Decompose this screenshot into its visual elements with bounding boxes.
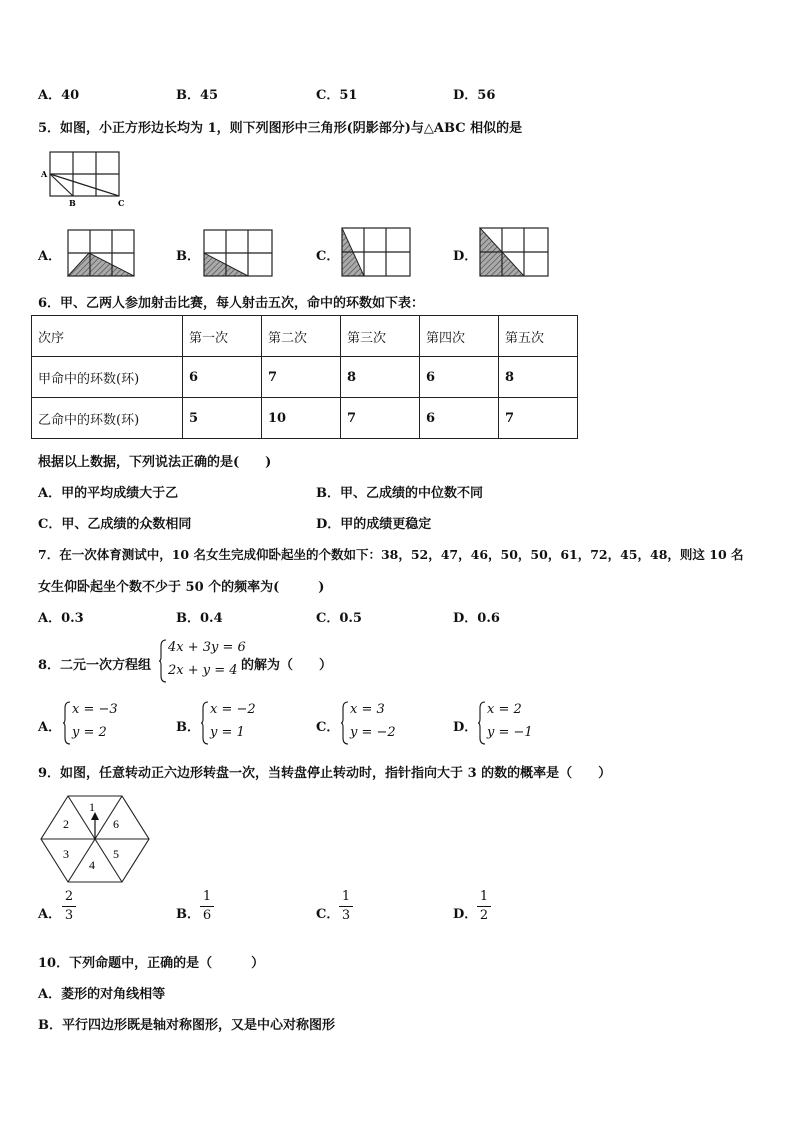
table-header-cell: 第一次 <box>183 316 262 357</box>
q4-option-d: D．56 <box>453 88 496 103</box>
table-cell: 10 <box>262 398 341 439</box>
sector-label: 1 <box>89 800 95 814</box>
q4-option-a: A．40 <box>38 88 80 103</box>
option-c-line1: x = 3 <box>350 702 385 717</box>
q10-option-b: B．平行四边形既是轴对称图形，又是中心对称图形 <box>38 1018 335 1033</box>
q9-stem: 9．如图，任意转动正六边形转盘一次，当转盘停止转动时，指针指向大于 3 的数的概率是（ ） <box>38 766 612 781</box>
brace-icon <box>62 700 72 746</box>
q5-option-c-figure <box>340 226 412 278</box>
option-c-line2: y = −2 <box>350 725 396 740</box>
table-cell: 8 <box>499 357 578 398</box>
table-cell: 甲命中的环数(环) <box>32 357 183 398</box>
table-row <box>32 357 578 398</box>
q4-option-c: C．51 <box>316 88 358 103</box>
q9-option-b-label: B． <box>176 907 200 922</box>
q7-option-d: D．0.6 <box>453 611 500 626</box>
q8-option-a-system <box>62 700 132 746</box>
option-a-line1: x = −3 <box>72 702 118 717</box>
table-cell: 7 <box>262 357 341 398</box>
equation-1: 4x + 3y = 6 <box>168 640 246 655</box>
sector-label: 2 <box>63 817 69 831</box>
q7-stem-line2: 女生仰卧起坐个数不少于 50 个的频率为( ) <box>38 580 325 595</box>
table-header-cell: 第三次 <box>341 316 420 357</box>
q9-option-c-fraction <box>339 890 353 923</box>
q9-option-a-label: A． <box>38 907 62 922</box>
q6-stem: 6．甲、乙两人参加射击比赛，每人射击五次，命中的环数如下表： <box>38 296 425 311</box>
numerator: 1 <box>202 889 212 904</box>
table-header-row <box>32 316 578 357</box>
q9-option-d-label: D． <box>453 907 478 922</box>
q8-option-a-label: A． <box>38 720 62 735</box>
brace-icon <box>200 700 210 746</box>
q6-question: 根据以上数据，下列说法正确的是( ) <box>38 455 272 470</box>
q9-option-b-fraction <box>200 890 214 923</box>
q7-option-b: B．0.4 <box>176 611 223 626</box>
q7-stem-line1: 7．在一次体育测试中，10 名女生完成仰卧起坐的个数如下：38，52，47，46，50，50，61，72，45，48，则这 10 名 <box>38 547 744 562</box>
q5-option-a-figure <box>66 228 136 278</box>
table-cell: 6 <box>420 398 499 439</box>
numerator: 1 <box>479 889 489 904</box>
q9-hexagon-spinner <box>38 792 152 886</box>
q9-option-c-label: C． <box>316 907 340 922</box>
brace-icon <box>477 700 487 746</box>
sector-label: 6 <box>113 817 119 831</box>
q8-option-c-system <box>340 700 410 746</box>
q5-option-b-label: B． <box>176 249 200 264</box>
table-cell: 7 <box>499 398 578 439</box>
label-c: C <box>118 198 125 208</box>
q8-stem-suffix: 的解为（ ） <box>241 658 333 673</box>
q6-option-c: C．甲、乙成绩的众数相同 <box>38 517 192 532</box>
q6-option-a: A．甲的平均成绩大于乙 <box>38 486 179 501</box>
q5-abc-figure <box>40 150 130 210</box>
q5-stem: 5．如图，小正方形边长均为 1，则下列图形中三角形(阴影部分)与△ABC 相似的是 <box>38 121 523 136</box>
option-b-line2: y = 1 <box>210 725 245 740</box>
option-a-line2: y = 2 <box>72 725 107 740</box>
table-header-cell: 次序 <box>32 316 183 357</box>
sector-label: 3 <box>63 847 69 861</box>
q7-option-c: C．0.5 <box>316 611 362 626</box>
table-cell: 6 <box>420 357 499 398</box>
brace-icon <box>158 638 168 684</box>
q10-option-a: A．菱形的对角线相等 <box>38 987 166 1002</box>
numerator: 1 <box>341 889 351 904</box>
denominator: 3 <box>341 908 351 923</box>
table-cell: 乙命中的环数(环) <box>32 398 183 439</box>
table-row <box>32 398 578 439</box>
numerator: 2 <box>64 889 74 904</box>
sector-label: 4 <box>89 858 95 872</box>
label-a: A <box>41 169 48 179</box>
option-d-line1: x = 2 <box>487 702 522 717</box>
equation-2: 2x + y = 4 <box>168 663 238 678</box>
q6-score-table <box>31 315 578 439</box>
denominator: 6 <box>202 908 212 923</box>
q5-option-d-label: D． <box>453 249 478 264</box>
table-header-cell: 第五次 <box>499 316 578 357</box>
q5-option-c-label: C． <box>316 249 340 264</box>
q8-stem-prefix: 8．二元一次方程组 <box>38 658 152 673</box>
option-b-line1: x = −2 <box>210 702 256 717</box>
q8-option-d-system <box>477 700 547 746</box>
table-cell: 8 <box>341 357 420 398</box>
q10-stem: 10．下列命题中，正确的是（ ） <box>38 956 265 971</box>
denominator: 3 <box>64 908 74 923</box>
brace-icon <box>340 700 350 746</box>
q4-option-b: B．45 <box>176 88 219 103</box>
table-cell: 6 <box>183 357 262 398</box>
table-cell: 7 <box>341 398 420 439</box>
q9-option-d-fraction <box>477 890 491 923</box>
q5-option-a-label: A． <box>38 249 62 264</box>
q8-option-b-label: B． <box>176 720 200 735</box>
q8-option-b-system <box>200 700 270 746</box>
q6-option-b: B．甲、乙成绩的中位数不同 <box>316 486 483 501</box>
q9-option-a-fraction <box>62 890 76 923</box>
q8-option-c-label: C． <box>316 720 340 735</box>
q6-option-d: D．甲的成绩更稳定 <box>316 517 432 532</box>
q8-equation-system <box>158 638 248 684</box>
q5-option-b-figure <box>202 228 274 278</box>
option-d-line2: y = −1 <box>487 725 533 740</box>
denominator: 2 <box>479 908 489 923</box>
sector-label: 5 <box>113 847 119 861</box>
table-header-cell: 第二次 <box>262 316 341 357</box>
q7-option-a: A．0.3 <box>38 611 84 626</box>
q5-option-d-figure <box>478 226 550 278</box>
q8-option-d-label: D． <box>453 720 478 735</box>
label-b: B <box>69 198 76 208</box>
table-header-cell: 第四次 <box>420 316 499 357</box>
table-cell: 5 <box>183 398 262 439</box>
